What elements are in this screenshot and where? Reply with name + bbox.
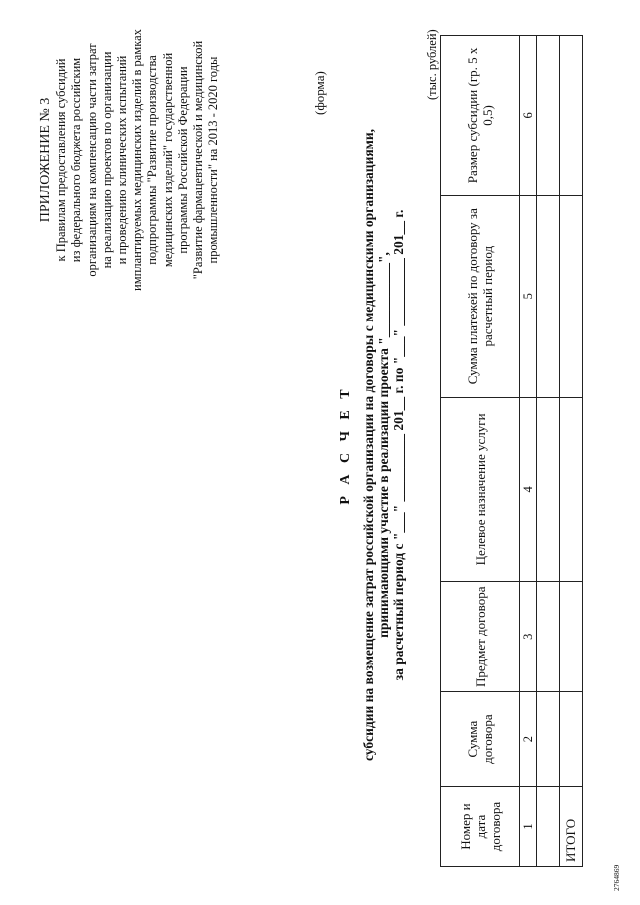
title-line-3: за расчетный период с "___" __________ 201__ г. по "___" __________ 201__ г. <box>391 209 406 681</box>
table-row <box>537 36 560 867</box>
form-label: (форма) <box>312 71 327 115</box>
appendix-block <box>38 25 221 295</box>
table-cell[interactable] <box>537 397 560 582</box>
header-cell: Номер и дата договора <box>441 787 520 867</box>
total-label: ИТОГО <box>560 787 583 867</box>
title-line-1: субсидии на возмещение затрат российской организации на договоры с медицинскими организациями, <box>361 128 376 762</box>
units-label: (тыс. рублей) <box>425 29 439 100</box>
appendix-line: и проведению клинических испытаний <box>115 55 130 265</box>
table-cell[interactable] <box>560 397 583 582</box>
appendix-line: на реализацию проектов по организации <box>99 51 114 269</box>
appendix-line: медицинских изделий" государственной <box>160 52 175 268</box>
header-cell: Предмет договора <box>441 582 520 692</box>
appendix-line: "Развитие фармацевтической и медицинской <box>191 40 206 280</box>
appendix-line: промышленности" на 2013 - 2020 годы <box>206 56 221 264</box>
appendix-line: имплантируемых медицинских изделий в рамках <box>130 29 145 291</box>
header-cell: Сумма платежей по договору за расчетный период <box>441 195 520 397</box>
appendix-heading: ПРИЛОЖЕНИЕ № 3 <box>38 97 53 223</box>
total-row <box>560 36 583 867</box>
document-title <box>338 105 406 785</box>
appendix-line: подпрограммы "Развитие производства <box>145 55 160 265</box>
document-id: 2764869 <box>612 864 621 891</box>
appendix-line: из федерального бюджета российским <box>69 57 84 263</box>
table-cell[interactable] <box>560 36 583 196</box>
header-cell: Размер субсидии (гр. 5 x 0,5) <box>441 36 520 196</box>
appendix-line: программы Российской Федерации <box>175 66 190 254</box>
title-line-2: принимающими участие в реализации проекта "___________", <box>376 252 391 638</box>
header-cell: Сумма договора <box>441 692 520 787</box>
appendix-line: к Правилам предоставления субсидий <box>54 58 69 262</box>
column-number-row <box>520 36 537 867</box>
appendix-line: организациям на компенсацию части затрат <box>84 43 99 277</box>
column-number: 2 <box>520 692 537 787</box>
table-cell[interactable] <box>537 36 560 196</box>
table-cell[interactable] <box>537 692 560 787</box>
table-cell[interactable] <box>537 195 560 397</box>
table-header-row <box>441 36 520 867</box>
column-number: 5 <box>520 195 537 397</box>
table-cell[interactable] <box>560 692 583 787</box>
table-cell[interactable] <box>560 582 583 692</box>
table-cell[interactable] <box>560 195 583 397</box>
table-cell[interactable] <box>537 787 560 867</box>
column-number: 1 <box>520 787 537 867</box>
raschet-heading: Р А С Ч Е Т <box>338 385 353 505</box>
calculation-table <box>440 35 583 867</box>
column-number: 3 <box>520 582 537 692</box>
table-cell[interactable] <box>537 582 560 692</box>
header-cell: Целевое назначение услуги <box>441 397 520 582</box>
column-number: 6 <box>520 36 537 196</box>
column-number: 4 <box>520 397 537 582</box>
